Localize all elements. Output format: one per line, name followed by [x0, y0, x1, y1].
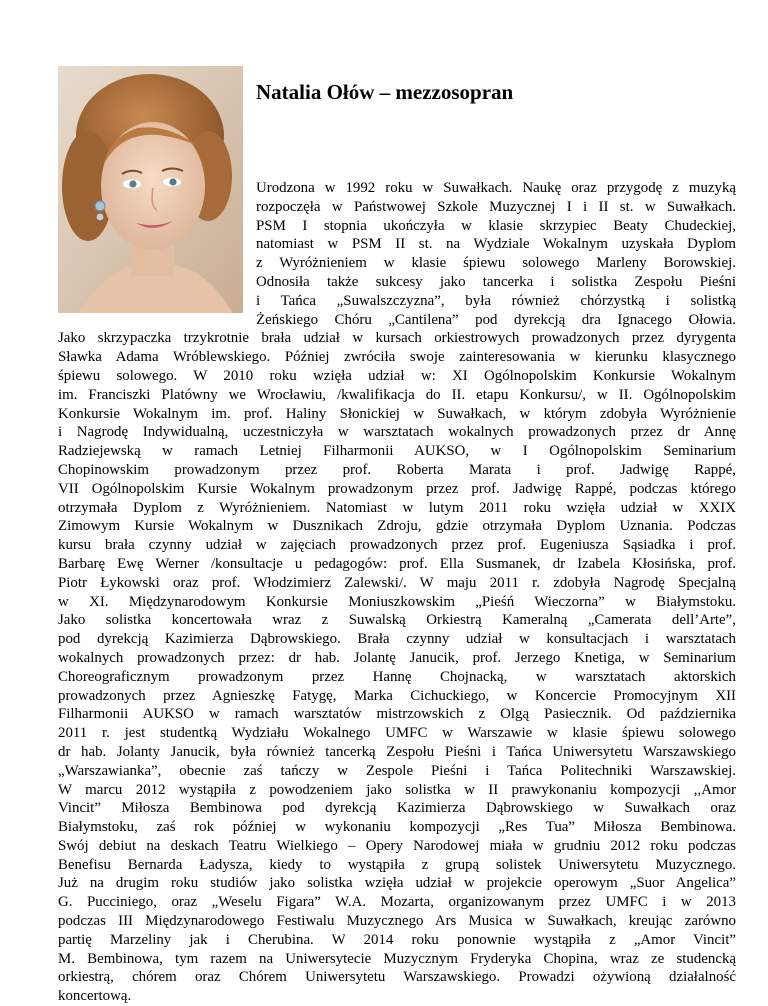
bio-line: Barbarę Ewę Werner /konsultacje u pedagogów: prof. Ella Susmanek, dr Izabela Kłosińska, prof.	[58, 555, 736, 572]
bio-line: natomiast w PSM II st. na Wydziale Wokalnym uzyskała Dyplom	[256, 236, 736, 253]
bio-line: koncertową.	[58, 988, 132, 1005]
bio-line: Vincit” Miłosza Bembinowa pod dyrekcją Kazimierza Dąbrowskiego w Suwałkach oraz	[58, 800, 736, 817]
bio-line: Sławka Adama Wróblewskiego. Później zwróciła swoje zainteresowania w kierunku klasycznego	[58, 349, 736, 366]
bio-line: dr hab. Jolanty Janucik, była również tancerką Zespołu Pieśni i Tańca Uniwersytetu Warszawskiego	[58, 743, 736, 760]
bio-line: Swój debiut na deskach Teatru Wielkiego – Opery Narodowej miała w grudniu 2012 roku podczas	[58, 837, 736, 854]
bio-line: w XI. Międzynarodowym Konkursie Moniuszkowskim „Pieśń Wieczorna” w Białymstoku.	[58, 593, 736, 610]
bio-line: im. Franciszki Platówny we Wrocławiu, /kwalifikacja do II. etapu Konkursu/, w II. Ogólnopolskim	[58, 386, 736, 403]
bio-line: „Warszawianka”, obecnie zaś tańczy w Zespole Pieśni i Tańca Politechniki Warszawskiej.	[58, 762, 736, 779]
bio-line: M. Bembinowa, tym razem na Uniwersytecie Muzycznym Fryderyka Chopina, wraz ze studencką	[58, 950, 736, 967]
bio-line: Zimowym Kursie Wokalnym w Dusznikach Zdroju, gdzie otrzymała Dyplom Uznania. Podczas	[58, 518, 736, 535]
bio-line: W marcu 2012 wystąpiła z powodzeniem jako solistka w II prawykonaniu kompozycji ,,Amor	[58, 781, 736, 798]
bio-line: podczas III Międzynarodowego Festiwalu Muzycznego Ars Musica w Suwałkach, kreując zarówno	[58, 913, 736, 930]
bio-line: rozpoczęła w Państwowej Szkole Muzycznej I i II st. w Suwałkach.	[256, 198, 736, 215]
bio-line: partię Marzeliny jak i Cherubina. W 2014 roku ponownie wystąpiła z „Amor Vincit”	[58, 931, 736, 948]
bio-line: śpiewu solowego. W 2010 roku wzięła udział w: XI Ogólnopolskim Konkursie Wokalnym	[58, 367, 736, 384]
bio-line: Benefisu Bernarda Ładysza, kiedy to wystąpiła z grupą solistek Uniwersytetu Muzycznego.	[58, 856, 736, 873]
bio-line: Konkursie Wokalnym im. prof. Haliny Słonickiej w Suwałkach, w którym zdobyła Wyróżnienie	[58, 405, 736, 422]
bio-line: otrzymała Dyplom z Wyróżnieniem. Natomiast w lutym 2011 roku wzięła udział w XXIX	[58, 499, 736, 516]
bio-line: Piotr Łykowski oraz prof. Włodzimierz Zalewski/. W maju 2011 r. zdobyła Nagrodę Specjalną	[58, 574, 736, 591]
bio-line: Odnosiła także sukcesy jako tancerka i solistka Zespołu Pieśni	[256, 273, 736, 290]
bio-line: Już na drugim roku studiów jako solistka wzięła udział w projekcie operowym „Suor Angelica”	[58, 875, 736, 892]
bio-line: Białymstoku, zaś rok później w wykonaniu kompozycji „Res Tua” Miłosza Bembinowa.	[58, 819, 736, 836]
bio-line: orkiestrą, chórem oraz Chórem Uniwersytetu Warszawskiego. Prowadzi ożywioną działalność	[58, 969, 736, 986]
bio-line: pod dyrekcją Kazimierza Dąbrowskiego. Brała czynny udział w konsultacjach i warsztatach	[58, 631, 736, 648]
bio-line: 2011 r. jest studentką Wydziału Wokalnego UMFC w Warszawie w klasie śpiewu solowego	[58, 725, 736, 742]
bio-line: PSM I stopnia ukończyła w klasie skrzypiec Beaty Chudeckiej,	[256, 217, 736, 234]
bio-line: kursu brała czynny udział w zajęciach prowadzonych przez prof. Eugeniusza Sąsiadka i prof.	[58, 537, 736, 554]
bio-line: Jako skrzypaczka trzykrotnie brała udział w kursach orkiestrowych prowadzonych przez dyrygenta	[58, 330, 736, 347]
bio-line: G. Pucciniego, oraz „Weselu Figara” W.A. Mozarta, organizowanym przez UMFC i w 2013	[58, 894, 736, 911]
bio-line: Urodzona w 1992 roku w Suwałkach. Naukę oraz przygodę z muzyką	[256, 180, 736, 196]
bio-line: VII Ogólnopolskim Kursie Wokalnym prowadzonym przez prof. Jadwigę Rappé, podczas którego	[58, 480, 736, 497]
biography-text	[58, 179, 736, 1006]
bio-line: Chopinowskim prowadzonym przez prof. Roberta Marata i prof. Jadwigę Rappé,	[58, 461, 736, 478]
bio-line: i Nagrodę Indywidualną, uczestniczyła w warsztatach wokalnych prowadzonych przez dr Annę	[58, 424, 736, 441]
bio-line: Filharmonii AUKSO w ramach warsztatów mistrzowskich z Olgą Pasiecznik. Od października	[58, 706, 736, 723]
bio-line: Żeńskiego Chóru „Cantilena” pod dyrekcją dra Ignacego Ołowia.	[256, 311, 736, 328]
bio-line: prowadzonych przez Agnieszkę Fatygę, Marka Cichuckiego, w Koncercie Promocyjnym XII	[58, 687, 736, 704]
bio-line: Radziejewską w ramach Letniej Filharmonii AUKSO, w I Ogólnopolskim Seminarium	[58, 443, 736, 460]
bio-line: z Wyróżnieniem w klasie śpiewu solowego Marleny Borowskiej.	[256, 255, 736, 272]
bio-line: Jako solistka koncertowała wraz z Suwalską Orkiestrą Kameralną „Camerata dell’Arte”,	[58, 612, 736, 629]
bio-line: wokalnych prowadzonych przez: dr hab. Jolantę Janucik, prof. Jerzego Knetiga, w Seminarium	[58, 649, 736, 666]
bio-line: Choreograficznym prowadzonym przez Hannę Chojnacką, w warsztatach aktorskich	[58, 668, 736, 685]
page-title: Natalia Ołów – mezzosopran	[256, 80, 514, 104]
bio-line: i Tańca „Suwalszczyzna”, była również chórzystką i solistką	[256, 292, 736, 309]
